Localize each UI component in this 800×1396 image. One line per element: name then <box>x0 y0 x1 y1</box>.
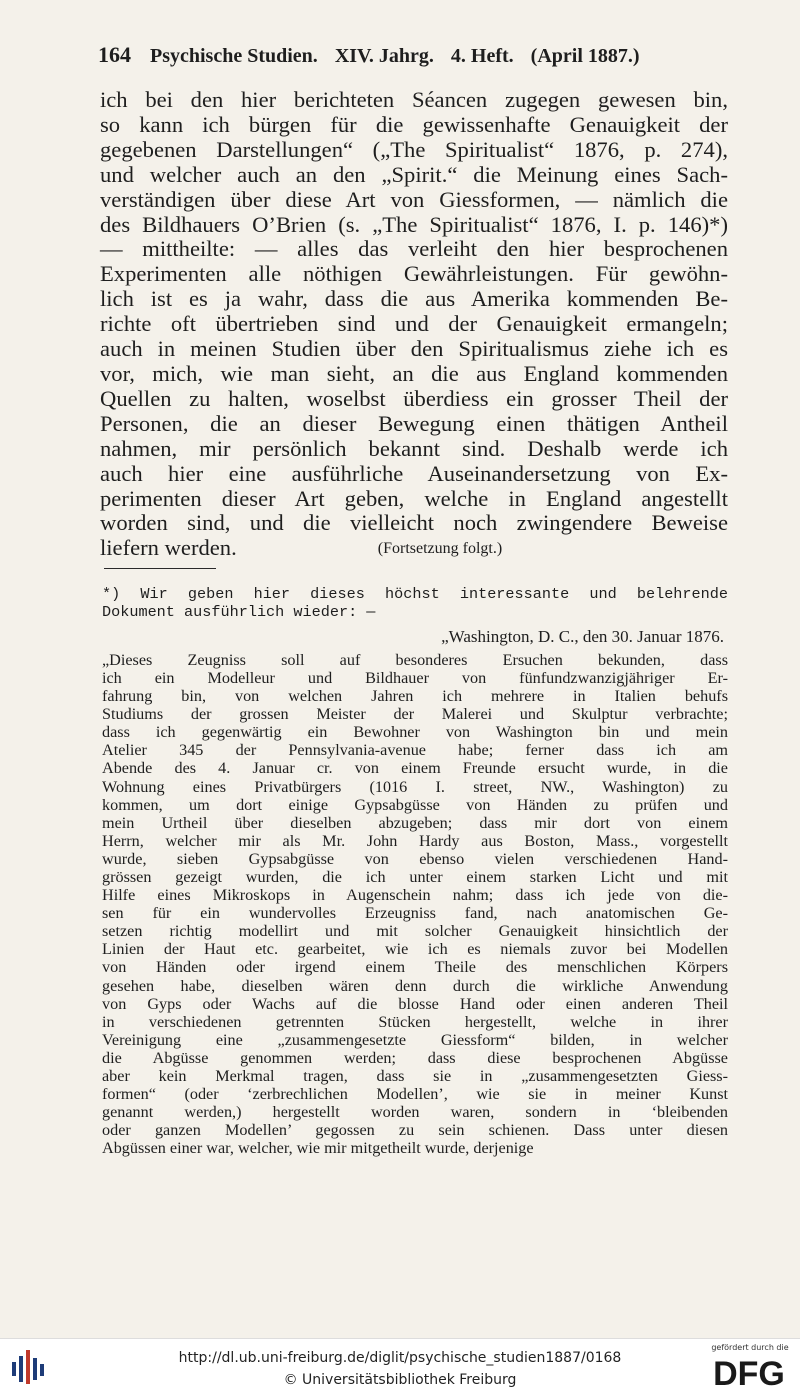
text-line: auch in meinen Studien über den Spiritualismus ziehe ich es <box>100 336 728 362</box>
text-line: vor, mich, wie man sieht, an die aus England kommenden <box>100 360 728 386</box>
continuation-note: (Fortsetzung folgt.) <box>377 540 503 557</box>
text-line: liefern werden. <box>100 535 237 561</box>
footnote-line: Studiums der grossen Meister der Malerei und Skulptur verbrachte; <box>102 705 728 724</box>
text-line: Experimenten alle nöthigen Gewährleistungen. Für gewöhn- <box>100 261 728 287</box>
text-line: — mittheilte: — alles das verleiht den hier besprochenen <box>100 236 728 262</box>
footnote-line: von Händen oder irgend einem Theile des menschlichen Körpers <box>102 958 728 977</box>
main-text <box>100 88 728 561</box>
page-number: 164 <box>98 42 131 67</box>
footnote-line: gesehen habe, dieselben wären denn durch die wirkliche Anwendung <box>102 976 728 995</box>
footnote-line: dass ich gegenwärtig ein Bewohner von Washington bin und mein <box>102 723 728 742</box>
footnote-line: grössen gezeigt wurden, die ich unter einem starken Licht und mit <box>102 868 728 887</box>
footnote-line: ich ein Modelleur und Bildhauer von fünfundzwanzigjähriger Er- <box>102 668 728 687</box>
text-line: und welcher auch an den „Spirit.“ die Meinung eines Sach- <box>100 161 728 187</box>
footnote-line: fahrung bin, von welchen Jahren ich mehrere in Italien behufs <box>102 687 728 706</box>
footnote-line: Atelier 345 der Pennsylvania-avenue habe; ferner dass ich am <box>102 741 728 760</box>
footnote-intro <box>102 585 728 622</box>
dfg-logo-text: DFG <box>713 1355 785 1390</box>
footnote-line: Dokument ausführlich wieder: — <box>102 603 376 622</box>
text-line: richte oft übertrieben sind und der Genauigkeit ermangeln; <box>100 311 728 337</box>
footnote-line: Abende des 4. Januar cr. von einem Freunde ersucht wurde, in die <box>102 759 728 778</box>
footnote-line: wurde, sieben Gypsabgüsse von ebenso vielen verschiedenen Hand- <box>102 849 728 868</box>
footnote-line: setzen richtig modellirt und mit solcher Genauigkeit hinsichtlich der <box>102 922 728 941</box>
footnote-line: von Gyps oder Wachs auf die blosse Hand oder einen anderen Theil <box>102 994 728 1013</box>
footnote-line: kommen, um dort einige Gypsabgüsse von Händen zu prüfen und <box>102 795 728 814</box>
dfg-logo-icon <box>706 1354 792 1390</box>
footnote-line: Hilfe eines Mikroskops in Augenschein nahm; dass ich jede von die- <box>102 886 728 905</box>
journal-title: Psychische Studien. <box>150 45 318 67</box>
text-line: Personen, die an dieser Bewegung einen thätigen Antheil <box>100 410 728 436</box>
footnote-quote <box>102 651 728 1158</box>
footnote-line: Abgüssen einer war, welcher, wie mir mitgetheilt wurde, derjenige <box>102 1139 534 1158</box>
footnote-separator <box>104 568 216 569</box>
text-line: gegebenen Darstellungen“ („The Spiritualist“ 1876, p. 274), <box>100 136 728 162</box>
footnote-line: Linien der Haut etc. gearbeitet, wie ich es niemals zuvor bei Modellen <box>102 940 728 959</box>
volume-year: XIV. Jahrg. <box>334 45 434 67</box>
text-line: ich bei den hier berichteten Séancen zugegen gewesen bin, <box>100 87 728 112</box>
text-line: so kann ich bürgen für die gewissenhafte Genauigkeit der <box>100 111 728 137</box>
source-url[interactable]: http://dl.ub.uni-freiburg.de/diglit/psychische_studien1887/0168 <box>178 1350 622 1366</box>
text-line: perimenten dieser Art geben, welche in England angestellt <box>100 485 728 511</box>
footnote-line: Vereinigung eine „zusammengesetzte Giessform“ bilden, in welcher <box>102 1030 728 1049</box>
issue-number: 4. Heft. <box>450 45 514 67</box>
footnote-line: mein Urtheil über dieselben abzugeben; dass mir dort von einem <box>102 813 728 832</box>
text-line: lich ist es ja wahr, dass die aus Amerika kommenden Be- <box>100 286 728 312</box>
footnote-line: formen“ (oder ‘zerbrechlichen Modellen’, wie sie in meiner Kunst <box>102 1085 728 1104</box>
footnote-line: in verschiedenen getrennten Stücken hergestellt, welche in ihrer <box>102 1012 728 1031</box>
text-line: nahmen, mir persönlich bekannt sind. Deshalb werde ich <box>100 435 728 461</box>
footnote-line: die Abgüsse genommen werden; dass diese besprochenen Abgüsse <box>102 1048 728 1067</box>
running-head <box>98 42 738 68</box>
footnote-line: *) Wir geben hier dieses höchst interessante und belehrende <box>102 585 728 603</box>
footnote-line: aber kein Merkmal tragen, dass sie in „zusammengesetzten Giess- <box>102 1067 728 1086</box>
text-line: Quellen zu halten, woselbst überdiess ein grosser Theil der <box>100 385 728 411</box>
footnote-line: „Dieses Zeugniss soll auf besonderes Ersuchen bekunden, dass <box>102 650 728 669</box>
footnote-line: sen für ein wundervolles Erzeugniss fand, nach anatomischen Ge- <box>102 904 728 923</box>
footnote-line: oder ganzen Modellen’ gegossen zu sein schienen. Dass unter diesen <box>102 1121 728 1140</box>
funder-caption: gefördert durch die <box>711 1343 789 1352</box>
issue-date: (April 1887.) <box>530 45 640 67</box>
text-line: verständigen über diese Art von Giessformen, — nämlich die <box>100 186 728 212</box>
footnote-dateline: „Washington, D. C., den 30. Januar 1876. <box>441 626 724 646</box>
copyright-notice: © Universitätsbibliothek Freiburg <box>283 1372 517 1388</box>
footnote-line: genannt werden,) hergestellt worden waren, sondern in ‘bleibenden <box>102 1103 728 1122</box>
text-line: des Bildhauers O’Brien (s. „The Spiritualist“ 1876, I. p. 146)*) <box>100 211 728 237</box>
footnote <box>102 585 728 1158</box>
text-line: auch hier eine ausführliche Auseinandersetzung von Ex- <box>100 460 728 486</box>
footnote-line: Wohnung eines Privatbürgers (1016 I. street, NW., Washington) zu <box>102 777 728 796</box>
footnote-line: Herrn, welcher mir als Mr. John Hardy aus Boston, Mass., vorgestellt <box>102 831 728 850</box>
text-line: worden sind, und die vielleicht noch zwingendere Beweise <box>100 510 728 536</box>
